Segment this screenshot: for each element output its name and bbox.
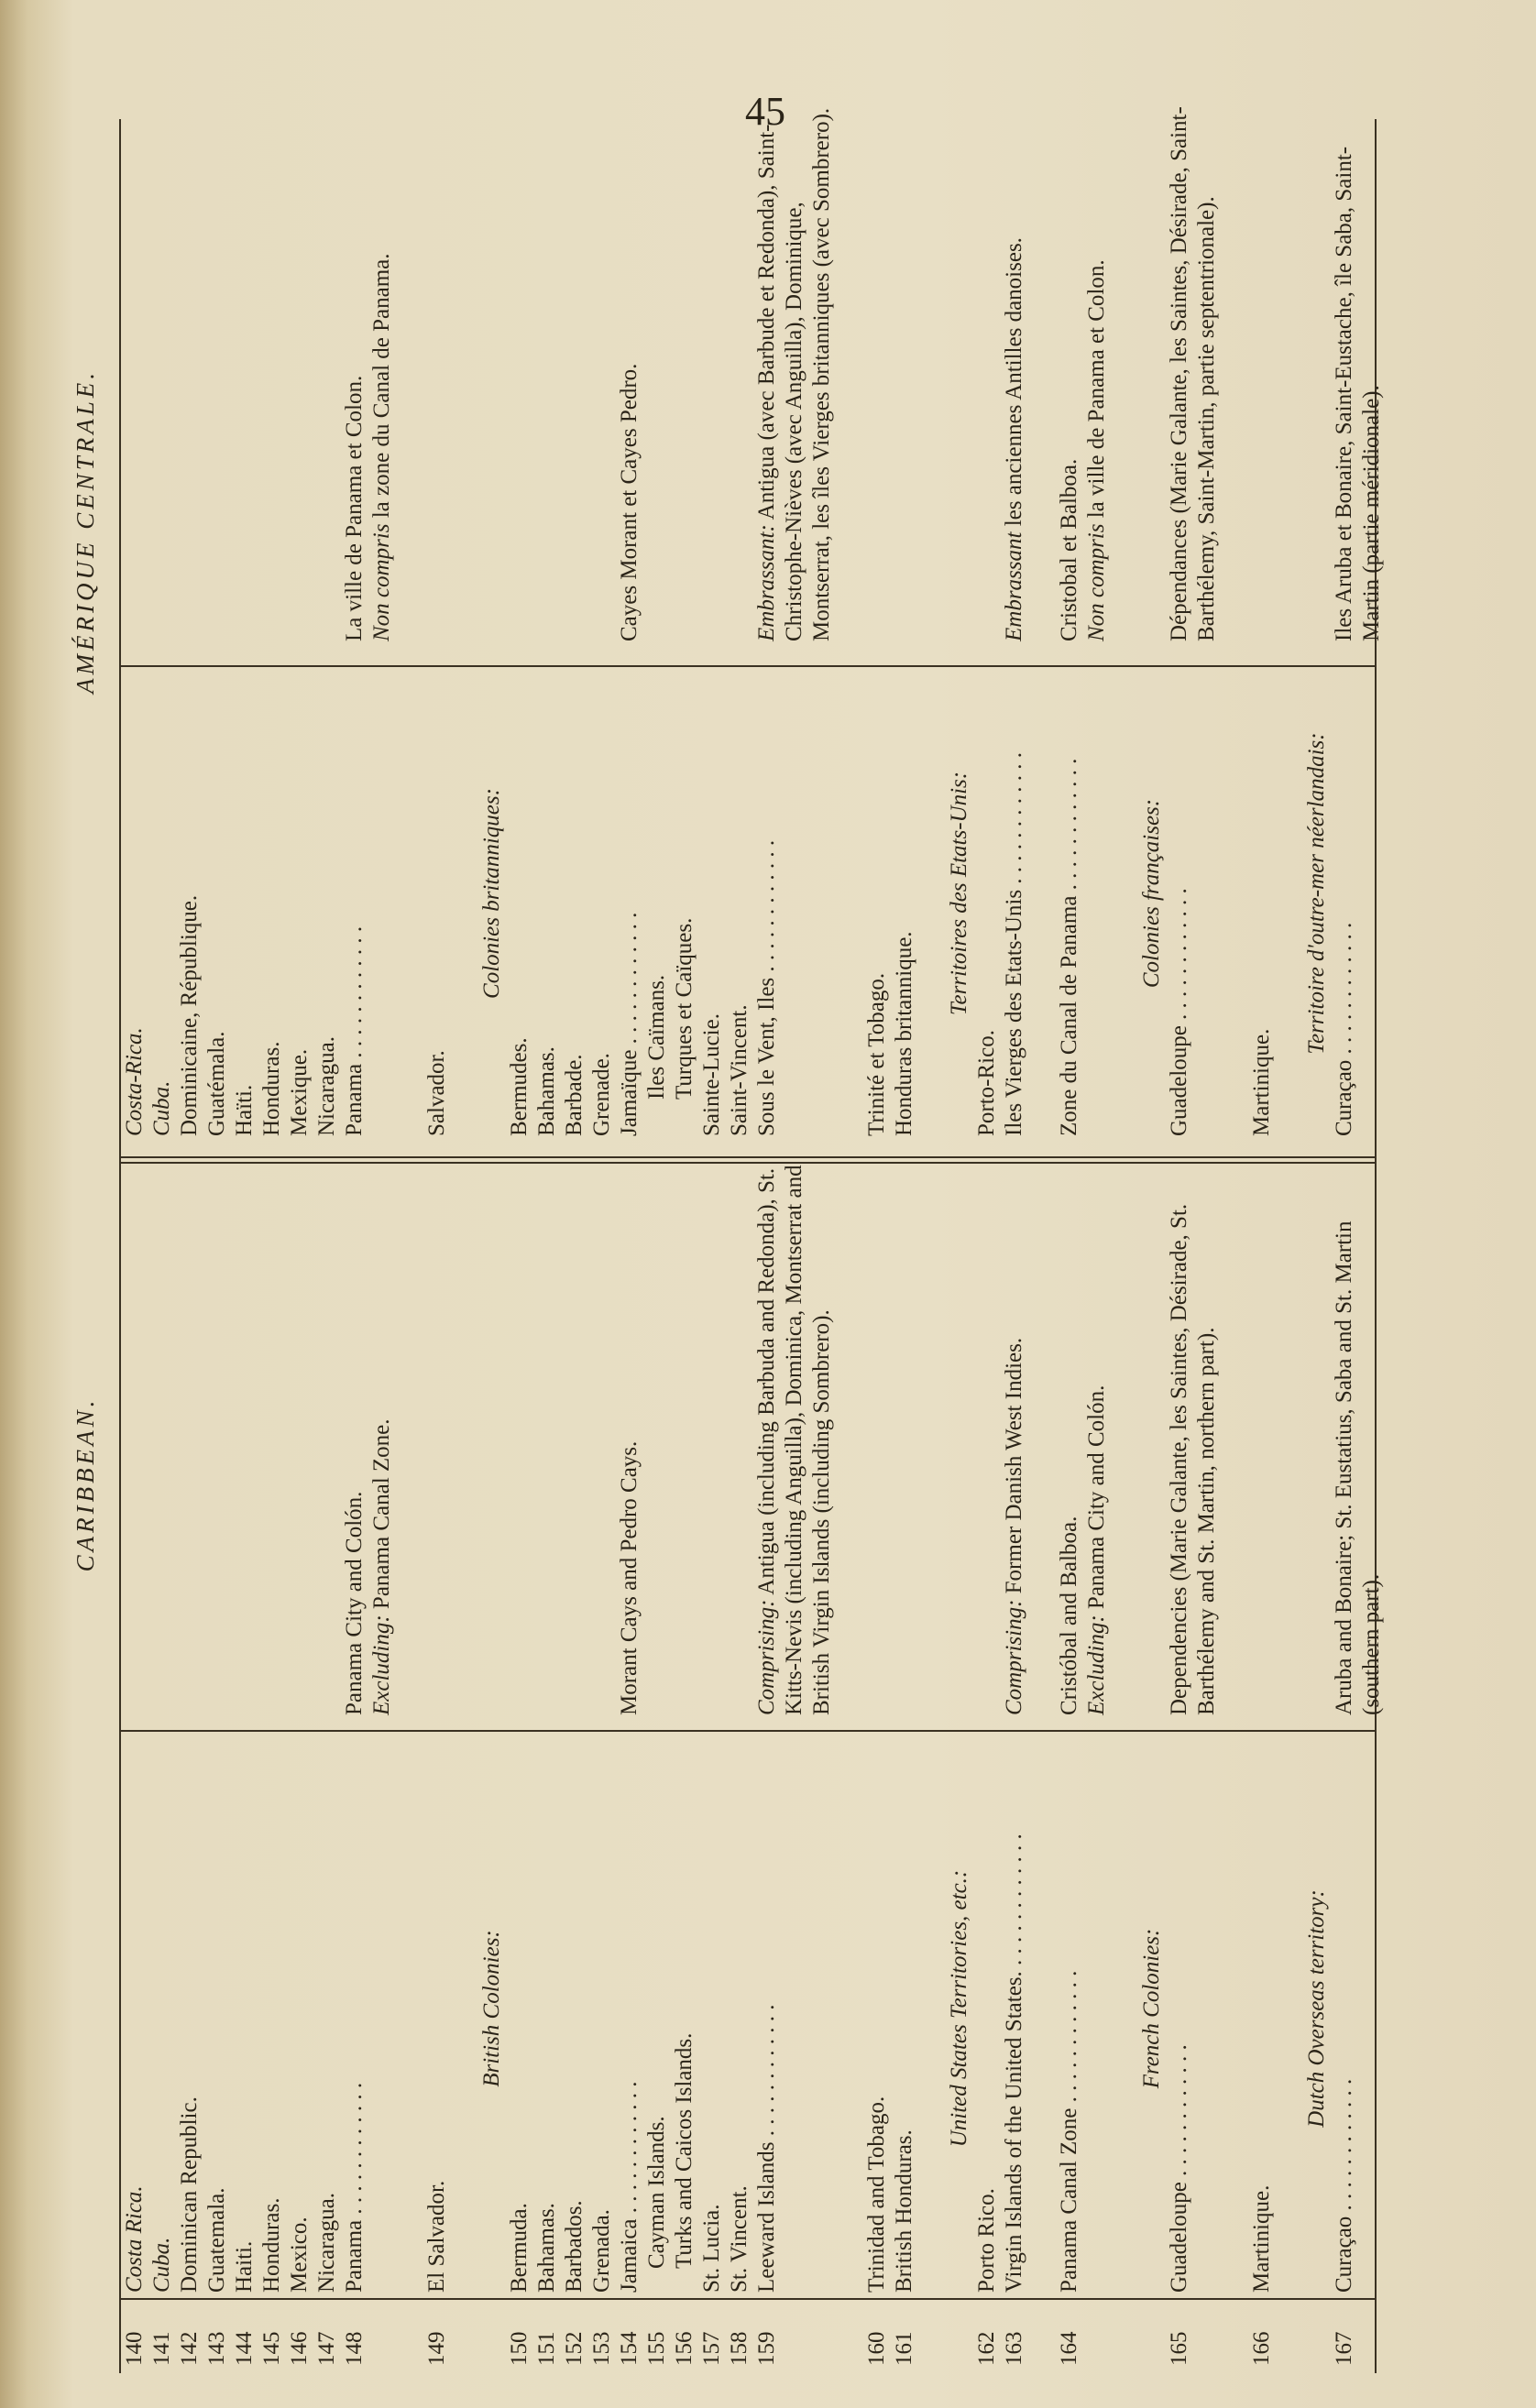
french-detail	[341, 101, 396, 651]
row-number: 153	[589, 2331, 614, 2366]
french-name-text: Turques et Caïques.	[672, 917, 697, 1100]
rotated-table	[64, 106, 1384, 2373]
english-detail	[341, 1147, 396, 1724]
group-heading-row	[946, 119, 973, 2373]
detail-text: Antigua (including Barbuda and Redonda), St. Kitts-Nevis (including Anguilla), Dominica, Montserrat and British Virgin Islands (including Sombrero).	[754, 1165, 834, 1715]
english-name-text: Martinique.	[1249, 2184, 1274, 2293]
french-name	[478, 651, 506, 1147]
group-title: Territoire d'outre-mer néerlandais:	[1304, 732, 1329, 1055]
english-detail	[1166, 1147, 1221, 1724]
row-number: 144	[232, 2331, 257, 2366]
table-row	[863, 119, 891, 2373]
detail-text: les anciennes Antilles danoises.	[1002, 237, 1026, 532]
french-name-text: Iles Vierges des Etats-Unis . . .	[1002, 752, 1026, 1136]
row-number: 151	[534, 2331, 559, 2366]
english-name	[423, 1724, 451, 2293]
row-number: 157	[699, 2331, 724, 2366]
table-row	[176, 119, 203, 2373]
french-detail	[1001, 101, 1028, 651]
french-name-text: Mexique.	[287, 1048, 312, 1136]
english-detail	[616, 1147, 643, 1724]
detail-label: Comprising:	[1002, 1599, 1026, 1715]
french-name	[203, 651, 231, 1147]
detail-text: Antigua (avec Barbude et Redonda), Saint-Christophe-Nièves (avec Anguilla), Dominique, Montserrat, les îles Vierges britanniques (avec Sombrero).	[754, 107, 834, 641]
table-row	[1001, 119, 1028, 2373]
english-name-text: Nicaragua.	[314, 2193, 339, 2293]
header-english: CARIBBEAN.	[71, 1396, 99, 1572]
english-name-text: Bermuda.	[507, 2203, 532, 2293]
group-heading-row	[1138, 119, 1166, 2373]
french-name-text: Jamaïque . . .	[617, 913, 642, 1136]
english-name	[561, 1724, 588, 2293]
english-name	[231, 1724, 258, 2293]
english-name-text: Curaçao . . .	[1332, 2079, 1356, 2293]
english-name-text: St. Lucia.	[699, 2204, 724, 2293]
english-name	[588, 1724, 616, 2293]
french-name	[313, 651, 341, 1147]
row-number: 155	[644, 2331, 669, 2366]
french-name-text: Honduras britannique.	[892, 931, 916, 1136]
english-name	[1331, 1724, 1358, 2293]
english-name	[863, 1724, 891, 2293]
french-name-text: Nicaragua.	[314, 1036, 339, 1136]
french-name	[561, 651, 588, 1147]
detail-text: Cayes Morant et Cayes Pedro.	[617, 363, 642, 641]
detail-text: Panama City and Colón.	[1084, 1385, 1109, 1615]
french-name-text: Honduras.	[259, 1041, 284, 1136]
french-name-text: Haïti.	[232, 1084, 257, 1136]
english-name-text: Virgin Islands of the United States. . . .	[1002, 1833, 1026, 2293]
row-number: 152	[562, 2331, 587, 2366]
english-name	[643, 1701, 671, 2293]
detail-text: Cristóbal and Balboa.	[1057, 1516, 1081, 1715]
group-heading-row	[1303, 119, 1331, 2373]
english-name	[1138, 1724, 1166, 2293]
english-name	[203, 1724, 231, 2293]
french-name-text: Costa-Rica.	[122, 1027, 147, 1136]
row-number: 159	[754, 2331, 779, 2366]
table-row	[231, 119, 258, 2373]
french-name	[341, 651, 368, 1147]
french-name	[1056, 651, 1083, 1147]
french-name	[698, 651, 726, 1147]
table-row	[671, 119, 698, 2373]
table-row	[286, 119, 313, 2373]
french-name-text: Cuba.	[149, 1080, 174, 1136]
french-name	[643, 614, 671, 1123]
french-detail	[616, 101, 643, 651]
french-name	[286, 651, 313, 1147]
french-name	[176, 651, 203, 1147]
row-number: 143	[204, 2331, 229, 2366]
english-name-text: British Honduras.	[892, 2129, 916, 2293]
english-name-text: Jamaica . . .	[617, 2081, 642, 2293]
english-name	[671, 1701, 698, 2293]
table-row	[753, 107, 836, 2373]
row-number: 161	[892, 2331, 916, 2366]
detail-label: Non compris	[369, 523, 394, 641]
table-row	[121, 119, 148, 2373]
french-name-text: Bahamas.	[534, 1046, 559, 1136]
table-row	[148, 119, 176, 2373]
table-row	[313, 119, 341, 2373]
french-name-text: Curaçao . . .	[1332, 923, 1356, 1136]
french-name	[1001, 651, 1028, 1147]
row-number: 141	[149, 2331, 174, 2366]
detail-text: Panama Canal Zone.	[369, 1418, 394, 1615]
table-row	[506, 119, 533, 2373]
french-detail	[1331, 101, 1386, 651]
english-name	[1001, 1724, 1028, 2293]
group-title: Dutch Overseas territory:	[1304, 1889, 1329, 2128]
french-name-text: Bermudes.	[507, 1037, 532, 1136]
row-number: 149	[424, 2331, 449, 2366]
english-name-text: Panama . . .	[342, 2083, 367, 2293]
detail-text: Cristobal et Balboa.	[1057, 458, 1081, 641]
english-name	[946, 1724, 973, 2293]
french-name	[1138, 651, 1166, 1147]
detail-text: Morant Cays and Pedro Cays.	[617, 1440, 642, 1715]
french-name-text: Zone du Canal de Panama . . .	[1057, 759, 1081, 1136]
table-row	[258, 119, 286, 2373]
detail-label: Excluding:	[1084, 1614, 1109, 1715]
detail-text: La ville de Panama et Colon.	[342, 375, 367, 641]
page-number: 45	[745, 89, 785, 134]
group-title: United States Territories, etc.:	[947, 1869, 971, 2148]
english-name	[258, 1724, 286, 2293]
french-name-text: Guadeloupe . . .	[1167, 888, 1191, 1136]
table-row	[643, 119, 671, 2373]
row-number: 163	[1002, 2331, 1026, 2366]
row-number: 165	[1167, 2331, 1191, 2366]
english-name-text: Guatemala.	[204, 2187, 229, 2293]
english-name	[698, 1724, 726, 2293]
english-name-text: St. Vincent.	[727, 2185, 752, 2293]
french-name-text: Grenade.	[589, 1053, 614, 1136]
english-name	[753, 1724, 781, 2293]
detail-text: Iles Aruba et Bonaire, Saint-Eustache, île Saba, Saint-Martin (partie méridionale).	[1332, 146, 1384, 641]
english-detail	[1331, 1147, 1386, 1724]
english-name	[1303, 1724, 1331, 2293]
english-name	[1056, 1724, 1083, 2293]
group-title: French Colonies:	[1139, 1928, 1164, 2089]
french-name-text: Sainte-Lucie.	[699, 1013, 724, 1136]
french-name	[423, 651, 451, 1147]
english-name	[286, 1724, 313, 2293]
french-name	[506, 651, 533, 1147]
french-name	[946, 651, 973, 1147]
row-number: 142	[177, 2331, 202, 2366]
french-name	[1303, 651, 1331, 1147]
french-name	[616, 651, 643, 1147]
french-name	[726, 651, 753, 1147]
english-name-text: Costa Rica.	[122, 2185, 147, 2293]
english-name-text: Dominican Republic.	[177, 2096, 202, 2293]
group-title: British Colonies:	[479, 1930, 504, 2087]
english-name-text: Bahamas.	[534, 2203, 559, 2293]
group-heading-row	[478, 119, 506, 2373]
french-name	[588, 651, 616, 1147]
english-name	[1166, 1724, 1193, 2293]
english-name-text: Leeward Islands . . .	[754, 2004, 779, 2293]
french-name-text: Martinique.	[1249, 1028, 1274, 1136]
english-name	[1248, 1724, 1276, 2293]
table-row	[891, 119, 918, 2373]
english-detail	[1001, 1147, 1028, 1724]
french-name-text: Panama . . .	[342, 926, 367, 1136]
french-name-text: Iles Caïmans.	[644, 974, 669, 1100]
english-name-text: Cuba.	[149, 2237, 174, 2293]
territory-table	[119, 106, 1384, 2373]
row-number: 147	[314, 2331, 339, 2366]
french-name-text: Dominicaine, République.	[177, 894, 202, 1136]
table-row	[1331, 119, 1386, 2373]
english-name-text: Cayman Islands.	[644, 2116, 669, 2269]
detail-text: Aruba and Bonaire; St. Eustatius, Saba and St. Martin (southern part).	[1332, 1220, 1384, 1715]
english-detail	[753, 1147, 836, 1724]
english-name-text: Barbados.	[562, 2200, 587, 2293]
group-title: Colonies britanniques:	[479, 788, 504, 999]
english-name	[533, 1724, 561, 2293]
row-number: 150	[507, 2331, 532, 2366]
row-number: 145	[259, 2331, 284, 2366]
english-name-text: Mexico.	[287, 2216, 312, 2293]
detail-text: la zone du Canal de Panama.	[369, 253, 394, 524]
french-name-text: Guatémala.	[204, 1031, 229, 1136]
french-name	[863, 651, 891, 1147]
table-row	[1056, 119, 1111, 2373]
table-row	[616, 119, 643, 2373]
row-number: 156	[672, 2331, 697, 2366]
english-name	[506, 1724, 533, 2293]
group-title: Colonies françaises:	[1139, 798, 1164, 989]
detail-label: Excluding:	[369, 1614, 394, 1715]
french-name	[1166, 651, 1193, 1147]
french-name	[533, 651, 561, 1147]
table-row	[533, 119, 561, 2373]
row-number: 140	[122, 2331, 147, 2366]
row-number: 164	[1057, 2331, 1081, 2366]
detail-label: Embrassant	[1002, 531, 1026, 641]
english-detail	[1056, 1147, 1111, 1724]
french-name-text: Saint-Vincent.	[727, 1004, 752, 1136]
table-row	[561, 119, 588, 2373]
english-name-text: Trinidad and Tobago.	[864, 2096, 889, 2293]
french-name-text: Trinité et Tobago.	[864, 972, 889, 1136]
english-name	[616, 1724, 643, 2293]
detail-text: Dépendances (Marie Galante, les Saintes, Désirade, Saint-Barthélemy, Saint-Martin, partie septentrionale).	[1167, 106, 1219, 641]
row-number: 154	[617, 2331, 642, 2366]
row-number: 146	[287, 2331, 312, 2366]
english-name-text: Grenada.	[589, 2209, 614, 2293]
detail-text: la ville de Panama et Colon.	[1084, 259, 1109, 524]
french-name	[891, 651, 918, 1147]
english-name	[973, 1724, 1001, 2293]
row-number: 167	[1332, 2331, 1356, 2366]
french-name	[1248, 651, 1276, 1147]
detail-text: Panama City and Colón.	[342, 1491, 367, 1715]
english-name	[891, 1724, 918, 2293]
table-row	[973, 119, 1001, 2373]
row-number: 158	[727, 2331, 752, 2366]
french-name	[258, 651, 286, 1147]
english-name-text: Turks and Caicos Islands.	[672, 2032, 697, 2269]
english-name	[148, 1724, 176, 2293]
french-name	[973, 651, 1001, 1147]
english-name	[121, 1724, 148, 2293]
table-row	[341, 119, 396, 2373]
detail-label: Embrassant:	[754, 524, 779, 641]
english-name-text: El Salvador.	[424, 2180, 449, 2293]
french-name-text: Porto-Rico.	[974, 1030, 999, 1136]
row-number: 162	[974, 2331, 999, 2366]
french-name	[231, 651, 258, 1147]
french-name	[148, 651, 176, 1147]
english-name-text: Guadeloupe . . .	[1167, 2044, 1191, 2293]
english-name	[341, 1724, 368, 2293]
table-row	[423, 119, 451, 2373]
english-name-text: Honduras.	[259, 2197, 284, 2293]
header-french: AMÉRIQUE CENTRALE.	[71, 369, 99, 694]
english-name	[478, 1724, 506, 2293]
detail-text: Former Danish West Indies.	[1002, 1337, 1026, 1600]
table-row	[588, 119, 616, 2373]
row-number: 166	[1249, 2331, 1274, 2366]
table-row	[726, 119, 753, 2373]
table-row	[698, 119, 726, 2373]
french-detail	[1056, 101, 1111, 651]
french-name	[671, 614, 698, 1123]
column-headers	[64, 119, 119, 2373]
french-name	[1331, 651, 1358, 1147]
french-name	[121, 651, 148, 1147]
french-name-text: Barbade.	[562, 1054, 587, 1136]
english-name	[176, 1724, 203, 2293]
french-name-text: Sous le Vent, Iles . . .	[754, 840, 779, 1136]
english-name	[726, 1724, 753, 2293]
french-detail	[753, 101, 836, 651]
row-number: 160	[864, 2331, 889, 2366]
french-name	[753, 651, 781, 1147]
english-name	[313, 1724, 341, 2293]
french-detail	[1166, 101, 1221, 651]
english-name-text: Porto Rico.	[974, 2188, 999, 2293]
table-row	[1248, 119, 1276, 2373]
table-row	[1166, 106, 1221, 2373]
group-title: Territoires des Etats-Unis:	[947, 771, 971, 1016]
detail-label: Non compris	[1084, 523, 1109, 641]
french-name-text: Salvador.	[424, 1050, 449, 1136]
english-name-text: Haiti.	[232, 2240, 257, 2293]
detail-label: Comprising:	[754, 1599, 779, 1715]
english-name-text: Panama Canal Zone . . .	[1057, 1971, 1081, 2293]
row-number: 148	[342, 2331, 367, 2366]
table-row	[203, 119, 231, 2373]
detail-text: Dependencies (Marie Galante, les Saintes, Désirade, St. Barthélemy and St. Martin, northern part).	[1167, 1203, 1219, 1715]
